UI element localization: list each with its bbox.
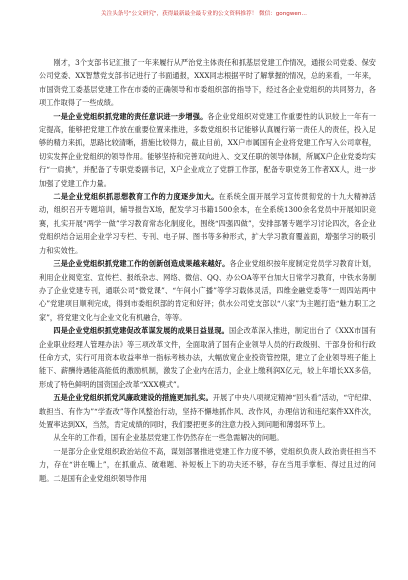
paragraph (39, 431, 376, 444)
paragraph-text: 各企业党组织对党建工作重要性的认识较上一年有一定提高，能够把党建工作放在重要位置来推进，多数党组织书记能够认真履行第一责任人的责任，投入足够的精力来抓，思路比较清晰，措施比较得力，截止目前，XX户市属国有企业将党建工作写入公司章程，切实发挥企业党组织的领导作用。能够坚持和完善双向进入、交叉任职的领导体制，所属X户企业党委均实行“一肩挑”，并配备了专职党委副书记，X户企业成立了党群工作部，配备专职党务工作者XX人，进一步加强了党建工作力量。 (39, 111, 376, 188)
paragraph-text: 刚才，3个支部书记汇报了一年来履行从严治党主体责任和抓基层党建工作情况，通报公司党委、保安公司党委、XX智慧党支部书记进行了书面通报，XXX同志根据平时了解掌握的情况，总的来看，一年来，市国资党工委基层党建工作在市委的正确领导和市委组织部的指导下，经过各企业党组织的共同努力，各项工作取得了一些成绩。 (39, 58, 376, 108)
promo-banner: 关注头条号"公文研究"，获得最新最全最专业的公文资料推荐！ 微信：gongwen… (101, 11, 307, 17)
paragraph (39, 56, 376, 110)
paragraph (39, 190, 376, 257)
paragraph-lead: 三是企业党组织抓党建工作的创新创造成果越来越好。 (53, 259, 230, 269)
paragraph-text: 从全年的工作看，国有企业基层党建工作仍然存在一些急需解决的问题。 (53, 433, 284, 443)
paragraph-lead: 一是企业党组织抓党建的责任意识进一步增强。 (53, 111, 208, 121)
paragraph (39, 257, 376, 324)
paragraph-text: 在系统全面开展学习宣传贯彻党的十九大精神活动，组织召开专题培训，辅导报告X场，配发学习书籍1500余本，在全系统1300余名党员中开展知识竞赛，扎实开展“两学一做”学习教育常态化制度化，围绕“四强四做”，安排部署专题学习讨论四次，各企业党组织结合运用企业学习专栏、专刊、电子屏、图书等多种形式，扩大学习教育覆盖面，增强学习的吸引力和实效性。 (39, 192, 376, 255)
paragraph-lead: 五是企业党组织抓党风廉政建设的措施更加扎实。 (53, 393, 213, 403)
paragraph-text: 开展了中央八项规定精神“回头看”活动，“守纪律、敢担当、有作为”“学查改”等作风整治行动，坚持不懈地抓作风、改作风，办理信访和违纪案件XX件次，处置率达到XX，当然，肯定成绩的同时，我们要把更多的注意力投入到问题和薄弱环节上。 (39, 393, 376, 429)
paragraph-lead: 二是企业党组织抓思想教育工作的力度逐步加大。 (53, 192, 219, 202)
paragraph-text: 各企业党组织按年度制定党员学习教育计划，利用企业阅览室、宣传栏、报纸杂志、网络、微信、QQ、办公OA等平台加大日常学习教育，中铁水务制办了企业党建专刊，通联公司“微党课”、“午间小广播”等学习载体灵活，四维金融党委等“一周四站两中心”党建项目顺利完成，得到市委组织部的肯定和好评；供水公司党支部以“八家”为主题打造“魅力职工之家”，将党建文化与企业文化有机融合，等等。 (39, 259, 376, 322)
paragraph (39, 324, 376, 391)
paragraph (39, 110, 376, 190)
paragraph (39, 445, 376, 485)
document-body (39, 56, 376, 485)
paragraph-text: 一是部分企业党组织政治站位不高，谋划部署推进党建工作力度不够，党组织负责人政治责任担当不力，存在“讲在嘴上”，在抓重点、破难题、补短板上下的功夫还不够，存在当甩手掌柜、得过且过的问题。二是国有企业党组织领导作用 (39, 446, 376, 483)
paragraph (39, 391, 376, 431)
paragraph-text: 国企改革深入推进，制定出台了《XXX市国有企业职业经理人管理办法》等三项改革文件，全面取消了国有企业领导人员的行政级别、干部身份和行政任命方式，实行可用资本收益率单一指标考核办法，大幅放宽企业投资管控限，建立了企业领导班子能上能下、薪酬待遇能高能低的激励机制，激发了企业内在活力，企业上缴利润X亿元，较上年增长XX多倍，形成了特色鲜明的国资国企改革“XXX模式”。 (39, 326, 376, 389)
paragraph-lead: 四是企业党组织抓党建促改革谋发展的成果日益显现。 (53, 326, 229, 336)
